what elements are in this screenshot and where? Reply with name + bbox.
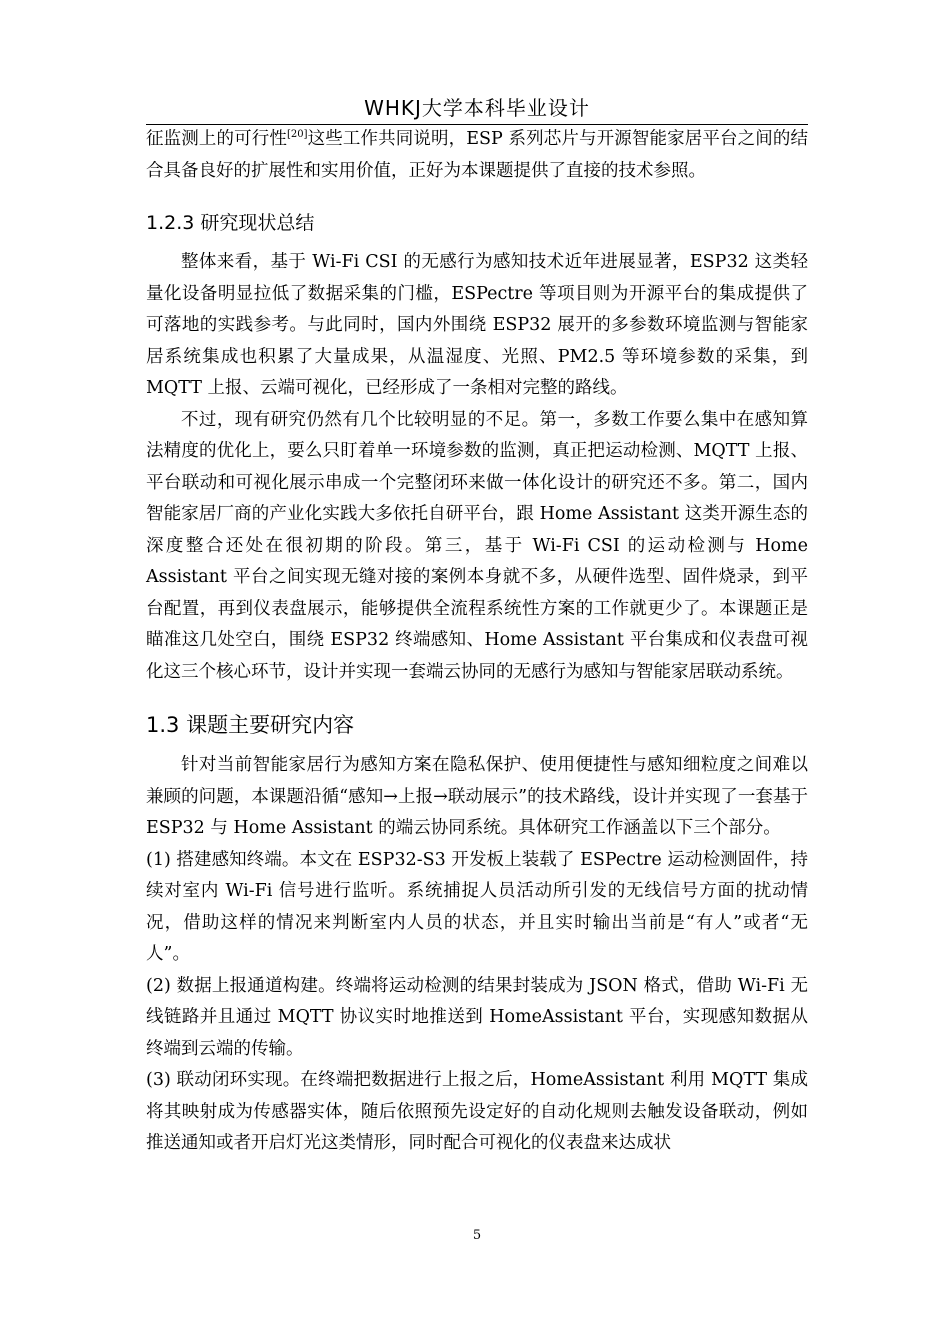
heading-1-2-3: 1.2.3 研究现状总结	[146, 212, 315, 234]
list-item-2: (2) 数据上报通道构建。终端将运动检测的结果封装成为 JSON 格式，借助 Wi-Fi 无线链路并且通过 MQTT 协议实时地推送到 HomeAssistant 平台，实现感知数据从终端到云端的传输。	[146, 975, 808, 1059]
citation-ref: [20]	[287, 129, 308, 140]
paragraph-summary-1: 整体来看，基于 Wi-Fi CSI 的无感行为感知技术近年进展显著，ESP32 这类轻量化设备明显拉低了数据采集的门槛，ESPectre 等项目则为开源平台的集成提供了可落地的实践参考。与此同时，国内外围绕 ESP32 展开的多参数环境监测与智能家居系统集成也积累了大量成果，从温湿度、光照、PM2.5 等环境参数的采集，到 MQTT 上报、云端可视化，已经形成了一条相对完整的路线。	[146, 252, 808, 398]
page-body	[146, 124, 808, 1160]
heading-1-3: 1.3 课题主要研究内容	[146, 713, 355, 737]
paragraph-summary-2: 不过，现有研究仍然有几个比较明显的不足。第一，多数工作要么集中在感知算法精度的优化上，要么只盯着单一环境参数的监测，真正把运动检测、MQTT 上报、平台联动和可视化展示串成一个完整闭环来做一体化设计的研究还不多。第二，国内智能家居厂商的产业化实践大多依托自研平台，跟 Home Assistant 这类开源生态的深度整合还处在很初期的阶段。第三，基于 Wi-Fi CSI 的运动检测与 Home Assistant 平台之间实现无缝对接的案例本身就不多，从硬件选型、固件烧录，到平台配置，再到仪表盘展示，能够提供全流程系统性方案的工作就更少了。本课题正是瞄准这几处空白，围绕 ESP32 终端感知、Home Assistant 平台集成和仪表盘可视化这三个核心环节，设计并实现一套端云协同的无感行为感知与智能家居联动系统。	[146, 409, 808, 682]
list-item-3: (3) 联动闭环实现。在终端把数据进行上报之后，HomeAssistant 利用 MQTT 集成将其映射成为传感器实体，随后依照预先设定好的自动化规则去触发设备联动，例如推送通知或者开启灯光这类情形，同时配合可视化的仪表盘来达成状	[146, 1070, 808, 1153]
list-item-1: (1) 搭建感知终端。本文在 ESP32-S3 开发板上装载了 ESPectre 运动检测固件，持续对室内 Wi-Fi 信号进行监听。系统捕捉人员活动所引发的无线信号方面的扰动情况，借助这样的情况来判断室内人员的状态，并且实时输出当前是“有人”或者“无人”。	[146, 849, 808, 964]
paragraph-continuation-end: 这些工作共同说明，ESP 系列芯片与开源智能家居平台之间的结合具备良好的扩展性和实用价值，正好为本课题提供了直接的技术参照。	[146, 129, 808, 181]
paragraph-continuation-start: 征监测上的可行性	[146, 129, 287, 149]
paragraph-continuation	[146, 124, 808, 187]
page-header: WHKJ大学本科毕业设计	[364, 96, 590, 120]
paragraph-research-intro: 针对当前智能家居行为感知方案在隐私保护、使用便捷性与感知细粒度之间难以兼顾的问题，本课题沿循“感知→上报→联动展示”的技术路线，设计并实现了一套基于 ESP32 与 Home Assistant 的端云协同系统。具体研究工作涵盖以下三个部分。	[146, 755, 808, 838]
page-number: 5	[472, 1228, 482, 1243]
